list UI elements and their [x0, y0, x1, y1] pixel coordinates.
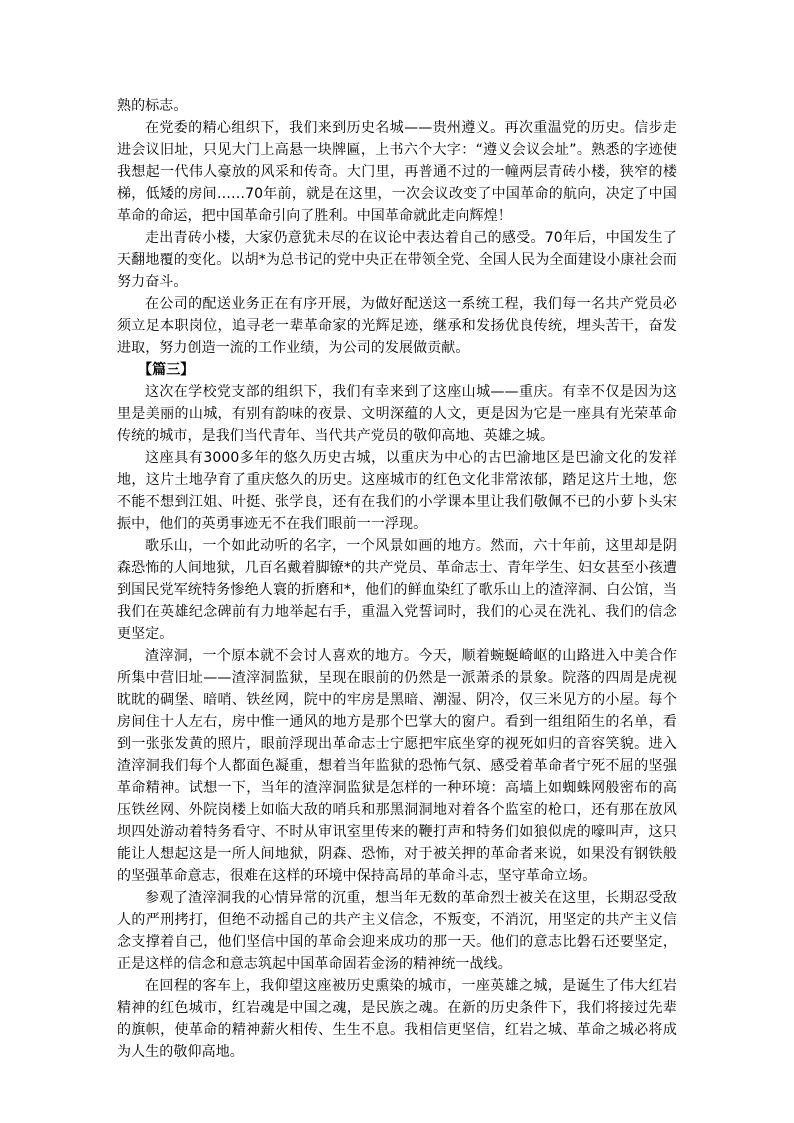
paragraph-reflection: 走出青砖小楼，大家仍意犹未尽的在议论中表达着自己的感受。70年后，中国发生了天翻地覆的变化。以胡*为总书记的党中央正在带领全党、全国人民为全面建设小康社会而努力奋斗。	[117, 230, 677, 290]
paragraph-after-visit: 参观了渣滓洞我的心情异常的沉重，想当年无数的革命烈士被关在这里，长期忍受敌人的严刑拷打，但绝不动摇自己的共产主义信念，不叛变，不消沉，用坚定的共产主义信念支撑着自己，他们坚信中国的革命会迎来成功的那一天。他们的意志比磐石还要坚定，正是这样的信念和意志筑起中国革命固若金汤的精神统一战线。	[117, 890, 677, 972]
document-body	[117, 95, 677, 1063]
paragraph-zhazidong: 渣滓洞，一个原本就不会讨人喜欢的地方。今天，顺着蜿蜒崎岖的山路进入中美合作所集中营旧址——渣滓洞监狱，呈现在眼前的仍然是一派萧杀的景象。院落的四周是虎视眈眈的碉堡、暗哨、铁丝网，院中的牢房是黑暗、潮湿、阴冷，仅三米见方的小屋。每个房间住十人左右，房中惟一通风的地方是那个巴掌大的窗户。看到一组组陌生的名单，看到一张张发黄的照片，眼前浮现出革命志士宁愿把牢底坐穿的视死如归的音容笑貌。进入渣滓洞我们每个人都面色凝重，想着当年监狱的恐怖气氛、感受着革命者宁死不屈的坚强革命精神。试想一下，当年的渣滓洞监狱是怎样的一种环境：高墙上如蜘蛛网般密布的高压铁丝网、外院岗楼上如临大敌的哨兵和那黑洞洞地对着各个监室的枪口，还有那在放风坝四处游动着特务看守、不时从审讯室里传来的鞭打声和特务们如狼似虎的嚎叫声，这只能让人想起这是一所人间地狱，阴森、恐怖，对于被关押的革命者来说，如果没有钢铁般的坚强革命意志，很难在这样的环境中保持高昂的革命斗志，坚守革命立场。	[117, 648, 677, 884]
paragraph-zunyi-visit: 在党委的精心组织下，我们来到历史名城——贵州遵义。再次重温党的历史。信步走进会议旧址，只见大门上高悬一块牌匾，上书六个大字：“遵义会议会址”。熟悉的字迹使我想起一代伟人豪放的风采和传奇。大门里，再普通不过的一幢两层青砖小楼，狭窄的楼梯，低矮的房间……70年前，就是在这里，一次会议改变了中国革命的航向，决定了中国革命的命运，把中国革命引向了胜利。中国革命就此走向辉煌！	[117, 120, 677, 224]
paragraph-chongqing-intro: 这次在学校党支部的组织下，我们有幸来到了这座山城——重庆。有幸不仅是因为这里是美丽的山城，有别有韵味的夜景、文明深蕴的人文，更是因为它是一座具有光荣革命传统的城市，是我们当代青年、当代共产党员的敬仰高地、英雄之城。	[117, 384, 677, 444]
section-heading-part-three: 【篇三】	[138, 362, 195, 378]
paragraph-geleshan: 歌乐山，一个如此动听的名字，一个风景如画的地方。然而，六十年前，这里却是阴森恐怖的人间地狱，几百名戴着脚镣*的共产党员、革命志士、青年学生、妇女甚至小孩遭到国民党军统特务惨绝人寰的折磨和*，他们的鲜血染红了歌乐山上的渣滓洞、白公馆，当我们在英雄纪念碑前有力地举起右手，重温入党誓词时，我们的心灵在洗礼、我们的信念更坚定。	[117, 538, 677, 642]
paragraph-return-trip: 在回程的客车上，我仰望这座被历史熏染的城市，一座英雄之城，是诞生了伟大红岩精神的红色城市，红岩魂是中国之魂，是民族之魂。在新的历史条件下，我们将接过先辈的旗帜，使革命的精神薪火相传、生生不息。我相信更坚信，红岩之城、革命之城必将成为人生的敬仰高地。	[117, 978, 677, 1060]
paragraph-continuation: 熟的标志。	[117, 98, 188, 114]
paragraph-chongqing-history: 这座具有3000多年的悠久历史古城，以重庆为中心的古巴渝地区是巴渝文化的发祥地，这片土地孕育了重庆悠久的历史。这座城市的红色文化非常浓郁，踏足这片土地，您不能不想到江姐、叶挺、张学良，还有在我们的小学课本里让我们敬佩不已的小萝卜头宋振中，他们的英勇事迹无不在我们眼前一一浮现。	[117, 450, 677, 532]
paragraph-company-duty: 在公司的配送业务正在有序开展，为做好配送这一系统工程，我们每一名共产党员必须立足本职岗位，追寻老一辈革命家的光辉足迹，继承和发扬优良传统，埋头苦干，奋发进取，努力创造一流的工作业绩，为公司的发展做贡献。	[117, 296, 677, 356]
